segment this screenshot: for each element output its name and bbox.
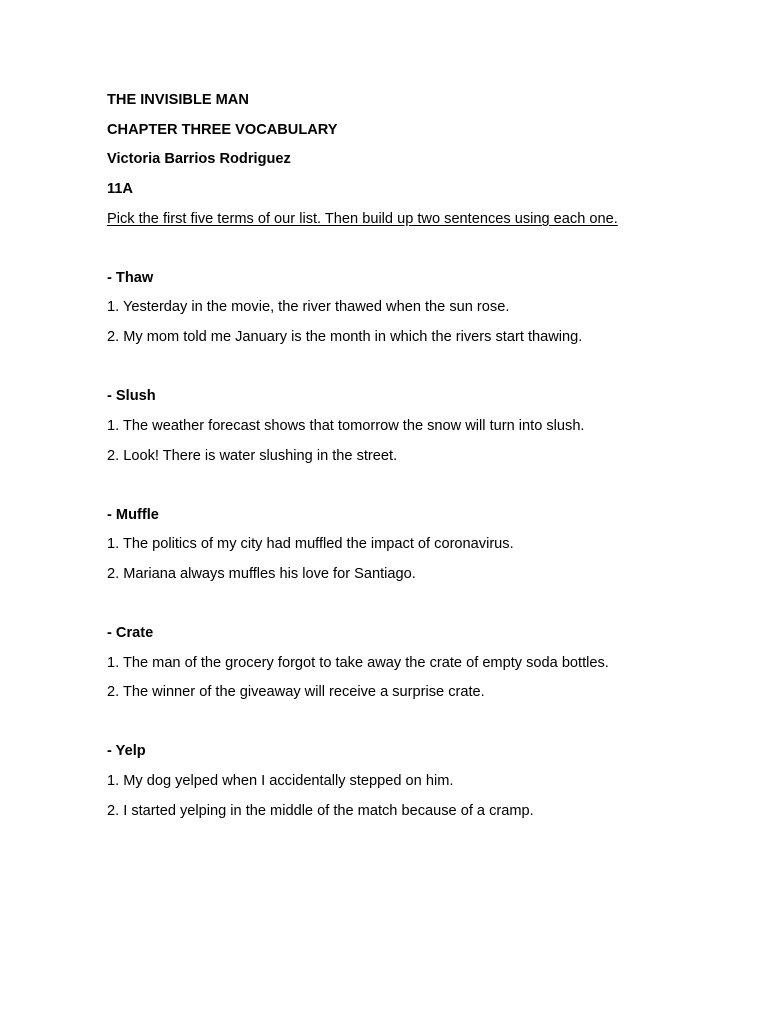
sentence-thaw-2: 2. My mom told me January is the month in which the rivers start thawing. (107, 329, 583, 345)
author-name: Victoria Barrios Rodriguez (107, 151, 291, 167)
sentence-crate-1: 1. The man of the grocery forgot to take away the crate of empty soda bottles. (107, 655, 609, 671)
sentence-slush-2: 2. Look! There is water slushing in the street. (107, 448, 398, 464)
term-heading-yelp: - Yelp (107, 743, 146, 759)
sentence-muffle-1: 1. The politics of my city had muffled the impact of coronavirus. (107, 536, 514, 552)
instructions: Pick the first five terms of our list. Then build up two sentences using each one. (107, 211, 618, 227)
sentence-crate-2: 2. The winner of the giveaway will receive a surprise crate. (107, 684, 485, 700)
sentence-slush-1: 1. The weather forecast shows that tomorrow the snow will turn into slush. (107, 418, 585, 434)
term-heading-slush: - Slush (107, 388, 156, 404)
sentence-muffle-2: 2. Mariana always muffles his love for Santiago. (107, 566, 416, 582)
document-subtitle: CHAPTER THREE VOCABULARY (107, 122, 338, 138)
term-heading-crate: - Crate (107, 625, 154, 641)
document-title: THE INVISIBLE MAN (107, 92, 249, 108)
sentence-yelp-1: 1. My dog yelped when I accidentally stepped on him. (107, 773, 454, 789)
term-heading-muffle: - Muffle (107, 507, 159, 523)
term-heading-thaw: - Thaw (107, 270, 154, 286)
sentence-yelp-2: 2. I started yelping in the middle of the match because of a cramp. (107, 803, 534, 819)
sentence-thaw-1: 1. Yesterday in the movie, the river thawed when the sun rose. (107, 299, 510, 315)
class-label: 11A (107, 181, 133, 197)
